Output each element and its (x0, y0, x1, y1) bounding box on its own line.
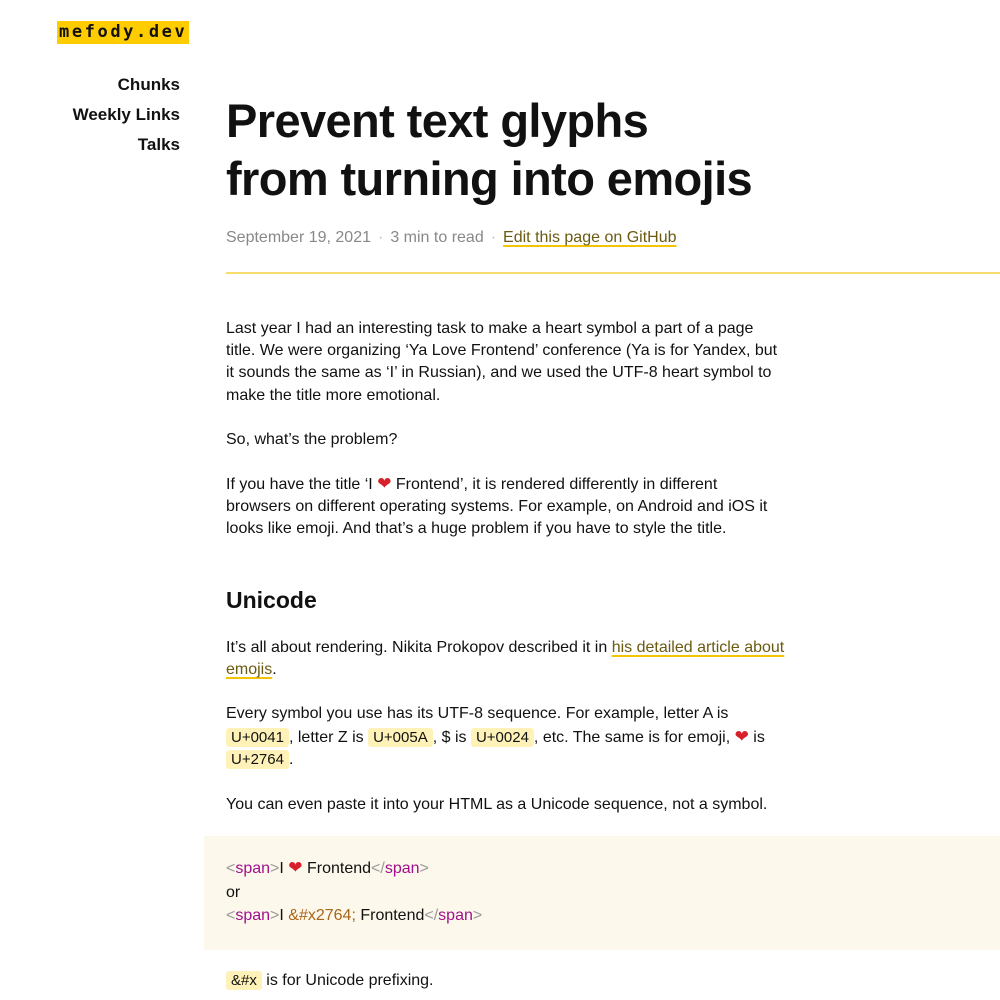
text: , $ is (432, 728, 471, 746)
code-punct: < (226, 860, 236, 877)
paragraph (226, 637, 786, 681)
meta-separator: · (490, 229, 497, 246)
code-punct: > (270, 860, 280, 877)
nav-item-chunks[interactable]: Chunks (117, 75, 180, 94)
nav-item-weekly-links[interactable]: Weekly Links (72, 105, 180, 124)
code-punct: > (472, 907, 483, 924)
text: is for Unicode prefixing. (261, 972, 434, 989)
text: . (288, 751, 294, 769)
meta-separator: · (378, 229, 384, 246)
code-tag: span (384, 860, 420, 877)
code-text: I (279, 907, 289, 924)
paragraph (226, 703, 786, 772)
heart-icon: ❤ (288, 858, 303, 877)
code-punct: < (226, 907, 236, 924)
code-text: I (279, 860, 289, 877)
text: If you have the title ‘I (226, 476, 378, 494)
code-tag: span (235, 860, 271, 877)
heart-icon: ❤ (377, 474, 392, 494)
paragraph: So, what’s the problem? (226, 430, 398, 448)
code-punct: > (419, 860, 429, 877)
text: Frontend’, it is rendered differently in different browsers on different operating systems. For example, on Android and iOS it looks like emoji. And that’s a huge problem if you have to style the title. (226, 476, 768, 538)
code-text: Frontend (302, 860, 372, 877)
paragraph (226, 972, 434, 990)
header-divider (226, 272, 1000, 274)
text: It’s all about rendering. Nikita Prokopov described it in (226, 638, 612, 656)
main-nav (73, 70, 180, 160)
inline-code: U+0041 (226, 728, 289, 747)
paragraph: Last year I had an interesting task to make a heart symbol a part of a page title. We were organizing ‘Ya Love Frontend’ conference (Ya is for Yandex, but it sounds the same as ‘I’ in Russian), and we used the UTF-8 heart symbol to make the title more emotional. (226, 320, 778, 404)
site-logo[interactable]: mefody.dev (59, 22, 188, 42)
code-line (226, 904, 978, 928)
page-title (226, 92, 846, 208)
code-tag: span (235, 907, 271, 924)
article-body (226, 318, 786, 838)
article-meta (226, 229, 676, 247)
code-line (226, 856, 978, 881)
edit-on-github-link[interactable]: Edit this page on GitHub (503, 229, 677, 246)
title-line-2: from turning into emojis (226, 152, 753, 205)
inline-code: U+005A (368, 728, 433, 747)
text: . (272, 660, 277, 678)
inline-code: U+0024 (471, 728, 534, 747)
publish-date: September 19, 2021 (226, 229, 371, 246)
text: is (748, 728, 765, 746)
code-punct: </ (371, 860, 385, 877)
inline-code: U+2764 (226, 750, 289, 769)
code-block (204, 836, 1000, 950)
code-tag: span (438, 907, 473, 924)
paragraph (226, 473, 786, 541)
emoji-article-link[interactable]: his detailed article about emojis (226, 638, 785, 678)
code-line: or (226, 883, 241, 901)
code-punct: > (270, 907, 280, 924)
paragraph: You can even paste it into your HTML as a Unicode sequence, not a symbol. (226, 795, 768, 813)
read-time: 3 min to read (390, 229, 484, 246)
nav-item-talks[interactable]: Talks (137, 135, 180, 154)
inline-code: &#x (226, 971, 262, 990)
section-heading-unicode: Unicode (226, 586, 317, 613)
heart-icon: ❤ (734, 726, 749, 746)
text: , etc. The same is for emoji, (533, 728, 735, 746)
text: , letter Z is (288, 728, 369, 746)
text: Every symbol you use has its UTF-8 sequence. For example, letter A is (226, 705, 729, 723)
code-punct: </ (424, 907, 439, 924)
title-line-1: Prevent text glyphs (226, 94, 649, 147)
code-text: Frontend (355, 907, 425, 924)
code-entity: &#x2764; (288, 907, 356, 924)
